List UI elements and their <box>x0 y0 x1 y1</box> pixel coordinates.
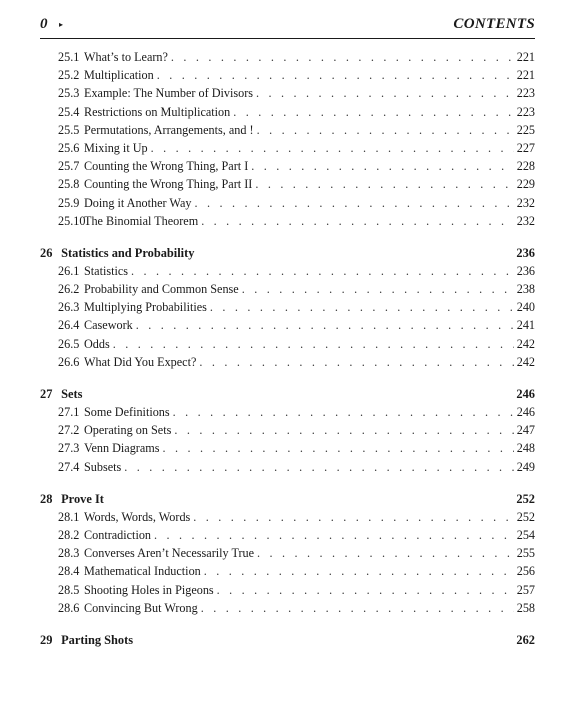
entry-page: 227 <box>516 140 535 155</box>
entry-number: 25.8 <box>58 177 80 192</box>
toc-entry[interactable] <box>40 175 535 193</box>
triangle-marker-icon: ▸ <box>59 20 64 29</box>
dot-leader <box>256 84 514 102</box>
toc-entry[interactable] <box>40 121 535 139</box>
entry-page: 248 <box>516 441 535 456</box>
entry-title: Statistics <box>84 263 129 278</box>
chapter-heading[interactable] <box>40 244 535 262</box>
entry-title: Contradiction <box>84 527 152 542</box>
toc-entry[interactable] <box>40 280 535 298</box>
dot-leader <box>113 335 514 353</box>
entry-title: Subsets <box>84 459 122 474</box>
entry-title: Some Definitions <box>84 405 170 419</box>
entry-number: 25.3 <box>58 86 80 101</box>
toc-section <box>40 244 535 371</box>
entry-number: 27.3 <box>58 441 80 456</box>
toc-section <box>40 48 535 230</box>
dot-leader <box>151 139 514 157</box>
chapter-page: 246 <box>516 387 535 401</box>
toc-entry[interactable] <box>40 581 535 599</box>
entry-page: 236 <box>516 263 535 278</box>
entry-number: 26.1 <box>58 263 80 278</box>
chapter-title: Prove It <box>61 491 104 506</box>
dot-leader <box>131 262 514 280</box>
entry-page: 242 <box>516 354 535 369</box>
entry-title: Doing it Another Way <box>84 195 192 210</box>
entry-number: 27.2 <box>58 423 80 438</box>
chapter-page: 252 <box>516 491 535 506</box>
entry-title: Multiplying Probabilities <box>84 300 207 315</box>
toc-entry[interactable] <box>40 544 535 562</box>
entry-number: 25.1 <box>58 50 80 64</box>
entry-title: Casework <box>84 318 133 333</box>
entry-number: 26.6 <box>58 354 80 369</box>
dot-leader <box>194 194 513 212</box>
chapter-number: 29 <box>40 632 53 647</box>
chapter-title-group <box>40 385 82 403</box>
toc-entry[interactable] <box>40 439 535 457</box>
dot-leader <box>255 175 513 193</box>
chapter-title-group <box>40 631 133 649</box>
entry-title: Convincing But Wrong <box>84 600 198 615</box>
entry-page: 242 <box>516 336 535 351</box>
entry-number: 28.3 <box>58 546 80 561</box>
dot-leader <box>173 403 514 421</box>
entry-number: 25.7 <box>58 159 80 174</box>
entry-title: Counting the Wrong Thing, Part I <box>84 159 249 174</box>
entry-title: Restrictions on Multiplication <box>84 104 231 119</box>
dot-leader <box>204 562 514 580</box>
dot-leader <box>162 439 513 457</box>
entry-page: 223 <box>516 86 535 101</box>
entry-title: Words, Words, Words <box>84 509 191 524</box>
dot-leader <box>136 316 514 334</box>
toc-entry[interactable] <box>40 298 535 316</box>
chapter-title-group <box>40 490 104 508</box>
entry-title: Odds <box>84 336 110 351</box>
dot-leader <box>171 48 514 66</box>
entry-title: Counting the Wrong Thing, Part II <box>84 177 253 192</box>
entry-page: 240 <box>516 300 535 315</box>
chapter-page: 236 <box>516 245 535 260</box>
toc-entry[interactable] <box>40 194 535 212</box>
entry-number: 26.3 <box>58 300 80 315</box>
toc-entry[interactable] <box>40 526 535 544</box>
toc-entry[interactable] <box>40 84 535 102</box>
entry-page: 238 <box>516 282 535 297</box>
toc-section <box>40 490 535 617</box>
chapter-title-group <box>40 244 194 262</box>
toc-entry[interactable] <box>40 316 535 334</box>
dot-leader <box>257 121 514 139</box>
entry-title: Converses Aren’t Necessarily True <box>84 546 255 561</box>
entry-number: 26.4 <box>58 318 80 333</box>
toc-section <box>40 385 535 476</box>
entry-number: 25.10 <box>58 213 86 228</box>
dot-leader <box>199 353 513 371</box>
entry-page: 228 <box>516 159 535 174</box>
toc-entry[interactable] <box>40 212 535 230</box>
entry-number: 27.1 <box>58 405 80 419</box>
entry-page: 221 <box>516 50 535 64</box>
entry-title: Mathematical Induction <box>84 564 201 579</box>
entry-page: 232 <box>516 213 535 228</box>
entry-page: 229 <box>516 177 535 192</box>
entry-page: 223 <box>516 104 535 119</box>
toc-entry[interactable] <box>40 139 535 157</box>
entry-page: 241 <box>516 318 535 333</box>
entry-number: 25.9 <box>58 195 80 210</box>
entry-page: 258 <box>516 600 535 615</box>
entry-title: Venn Diagrams <box>84 441 160 456</box>
toc-entry[interactable] <box>40 262 535 280</box>
entry-page: 252 <box>516 509 535 524</box>
dot-leader <box>242 280 514 298</box>
entry-title: Operating on Sets <box>84 423 172 438</box>
chapter-heading[interactable] <box>40 490 535 508</box>
entry-title: Shooting Holes in Pigeons <box>84 582 214 597</box>
entry-page: 225 <box>516 122 535 137</box>
dot-leader <box>193 508 513 526</box>
entry-page: 254 <box>516 527 535 542</box>
toc-entry[interactable] <box>40 421 535 439</box>
chapter-number: 26 <box>40 245 53 260</box>
running-title: CONTENTS <box>453 16 535 32</box>
entry-title: What’s to Learn? <box>84 50 168 64</box>
entry-title: Permutations, Arrangements, and ! <box>84 122 254 137</box>
entry-page: 257 <box>516 582 535 597</box>
chapter-number: 27 <box>40 387 53 401</box>
entry-title: Multiplication <box>84 68 154 83</box>
entry-page: 255 <box>516 546 535 561</box>
entry-number: 28.4 <box>58 564 80 579</box>
entry-title: Mixing it Up <box>84 140 148 155</box>
entry-number: 28.5 <box>58 582 80 597</box>
entry-page: 247 <box>516 423 535 438</box>
entry-number: 26.2 <box>58 282 80 297</box>
entry-number: 25.5 <box>58 122 80 137</box>
toc-entry[interactable] <box>40 458 535 476</box>
entry-number: 28.1 <box>58 509 80 524</box>
entry-page: 256 <box>516 564 535 579</box>
chapter-page: 262 <box>516 632 535 647</box>
chapter-title: Statistics and Probability <box>61 245 195 260</box>
entry-page: 232 <box>516 195 535 210</box>
chapter-title: Parting Shots <box>61 632 134 647</box>
entry-page: 221 <box>516 68 535 83</box>
entry-title: Probability and Common Sense <box>84 282 239 297</box>
chapter-heading[interactable] <box>40 385 535 403</box>
entry-title: The Binomial Theorem <box>84 213 199 228</box>
toc-entry[interactable] <box>40 403 535 421</box>
dot-leader <box>201 599 514 617</box>
entry-title: What Did You Expect? <box>84 354 197 369</box>
dot-leader <box>257 544 514 562</box>
page-number: 0 <box>40 16 48 32</box>
entry-number: 27.4 <box>58 459 80 474</box>
chapter-heading[interactable] <box>40 631 535 649</box>
toc-entry[interactable] <box>40 353 535 371</box>
dot-leader <box>157 66 514 84</box>
dot-leader <box>174 421 513 439</box>
toc-entry[interactable] <box>40 66 535 84</box>
dot-leader <box>210 298 514 316</box>
dot-leader <box>124 458 513 476</box>
toc-entry[interactable] <box>40 335 535 353</box>
chapter-number: 28 <box>40 491 53 506</box>
entry-number: 25.4 <box>58 104 80 119</box>
toc-entry[interactable] <box>40 599 535 617</box>
dot-leader <box>201 212 514 230</box>
toc-entry[interactable] <box>40 103 535 121</box>
entry-number: 28.2 <box>58 527 80 542</box>
entry-page: 246 <box>516 405 535 419</box>
entry-title: Example: The Number of Divisors <box>84 86 254 101</box>
entry-page: 249 <box>516 459 535 474</box>
table-of-contents <box>40 48 535 649</box>
toc-entry[interactable] <box>40 48 535 66</box>
toc-entry[interactable] <box>40 508 535 526</box>
dot-leader <box>154 526 514 544</box>
dot-leader <box>217 581 514 599</box>
toc-entry[interactable] <box>40 157 535 175</box>
chapter-title: Sets <box>61 387 83 401</box>
toc-section <box>40 631 535 649</box>
dot-leader <box>233 103 513 121</box>
entry-number: 25.2 <box>58 68 80 83</box>
dot-leader <box>251 157 513 175</box>
toc-entry[interactable] <box>40 562 535 580</box>
entry-number: 26.5 <box>58 336 80 351</box>
entry-number: 28.6 <box>58 600 80 615</box>
page-header <box>40 12 535 39</box>
entry-number: 25.6 <box>58 140 80 155</box>
